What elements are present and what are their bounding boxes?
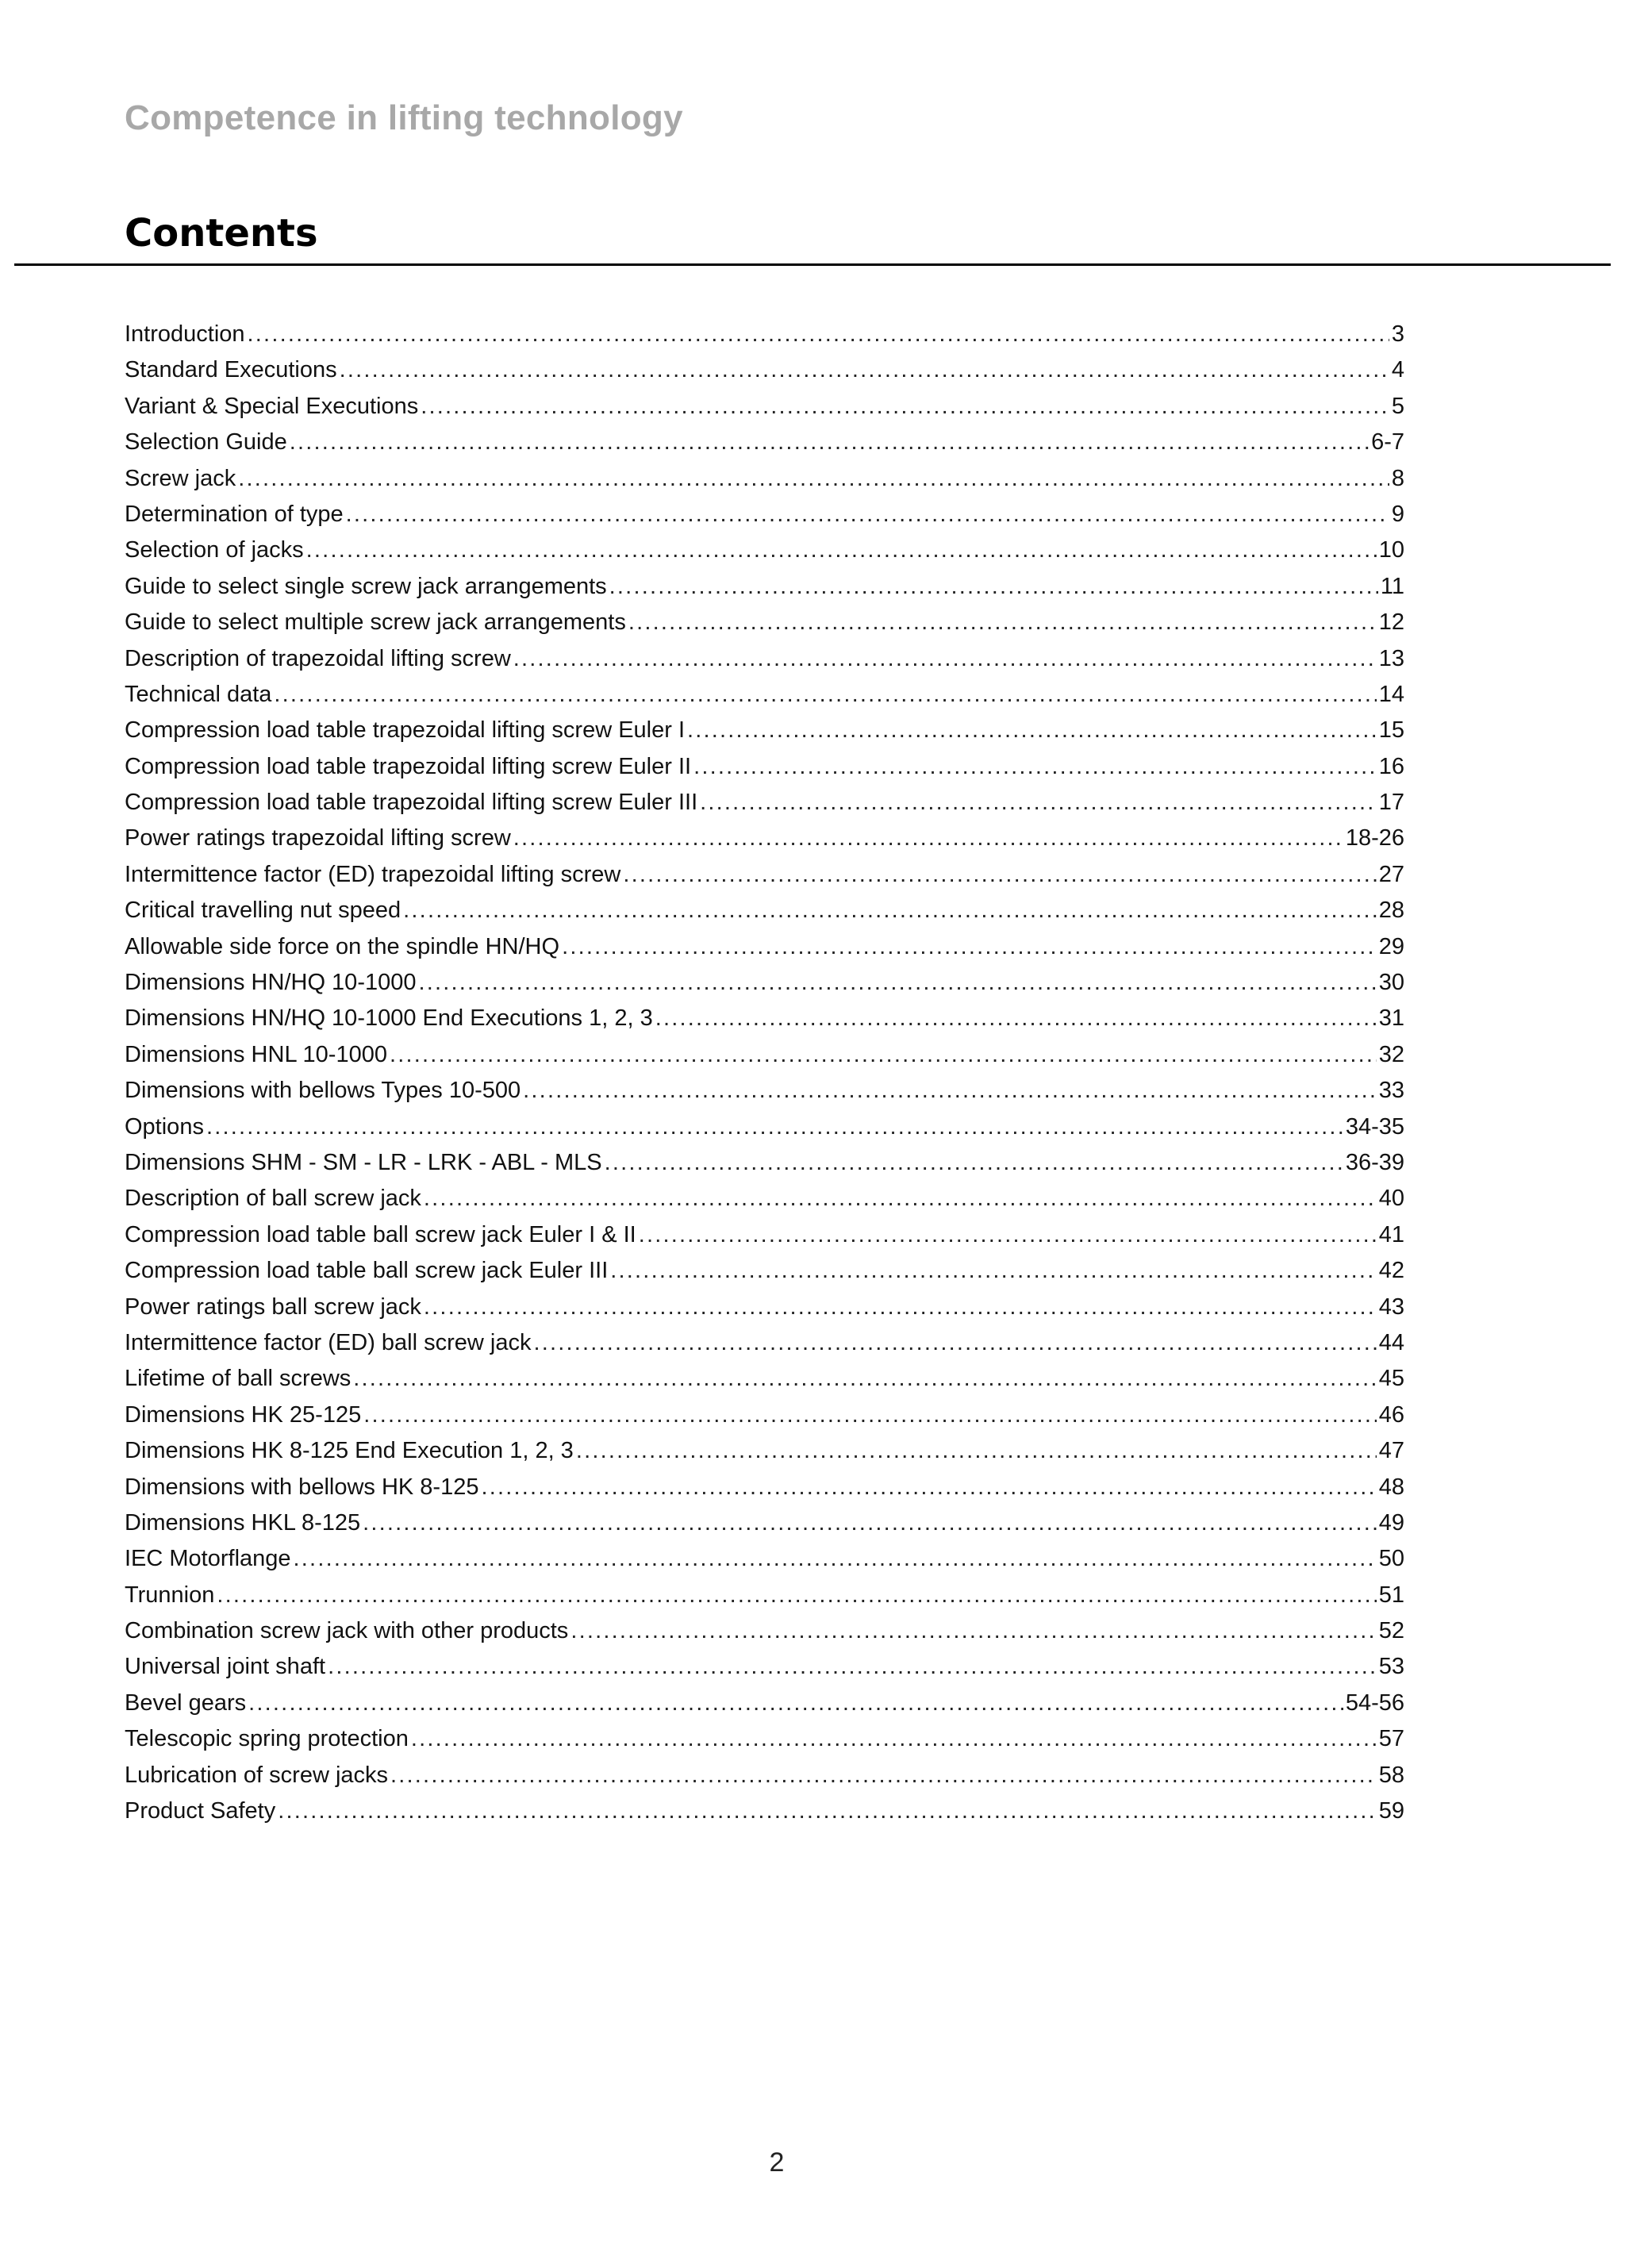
toc-entry[interactable]: [125, 466, 1404, 502]
toc-entry-label: Introduction: [125, 321, 245, 347]
toc-entry-label: IEC Motorflange: [125, 1546, 291, 1572]
toc-entry-page: 3: [1391, 321, 1404, 347]
toc-entry-page: 57: [1378, 1726, 1404, 1752]
toc-entry-page: 51: [1378, 1582, 1404, 1608]
toc-entry[interactable]: [125, 1294, 1404, 1330]
toc-entry-label: Compression load table trapezoidal lifting screw Euler III: [125, 790, 698, 816]
toc-entry-page: 33: [1378, 1078, 1404, 1104]
toc-entry[interactable]: [125, 1654, 1404, 1689]
toc-entry[interactable]: [125, 1402, 1404, 1438]
toc-dot-leader: [513, 825, 1343, 851]
toc-entry-page: 32: [1378, 1041, 1404, 1067]
toc-entry-label: Screw jack: [125, 465, 236, 491]
toc-entry[interactable]: [125, 502, 1404, 537]
page-number: 2: [769, 2147, 785, 2178]
toc-entry-label: Intermittence factor (ED) ball screw jack: [125, 1329, 532, 1355]
toc-entry-page: 4: [1391, 357, 1404, 383]
toc-entry-page: 18-26: [1345, 825, 1404, 851]
toc-entry-label: Lubrication of screw jacks: [125, 1762, 389, 1788]
toc-entry-page: 9: [1391, 501, 1404, 527]
toc-entry-page: 30: [1378, 970, 1404, 996]
toc-dot-leader: [238, 466, 1389, 492]
toc-entry-label: Trunnion: [125, 1582, 215, 1608]
running-header-title: Competence in lifting technology: [125, 98, 683, 137]
toc-dot-leader: [562, 934, 1377, 960]
toc-entry[interactable]: [125, 394, 1404, 429]
toc-entry[interactable]: [125, 1042, 1404, 1078]
toc-entry[interactable]: [125, 1005, 1404, 1041]
toc-entry-page: 34-35: [1345, 1113, 1404, 1140]
toc-entry-page: 59: [1378, 1798, 1404, 1824]
toc-entry[interactable]: [125, 1582, 1404, 1618]
toc-entry-label: Dimensions HK 8-125 End Execution 1, 2, 3: [125, 1438, 574, 1464]
toc-entry-page: 5: [1391, 393, 1404, 419]
toc-entry-label: Guide to select single screw jack arrangements: [125, 573, 607, 599]
toc-dot-leader: [687, 717, 1377, 744]
toc-entry-page: 17: [1378, 790, 1404, 816]
toc-dot-leader: [523, 1078, 1377, 1104]
toc-entry-label: Dimensions HK 25-125: [125, 1401, 362, 1428]
toc-entry[interactable]: [125, 1366, 1404, 1401]
toc-dot-leader: [513, 646, 1377, 672]
toc-entry-label: Guide to select multiple screw jack arrangements: [125, 609, 626, 636]
toc-entry-label: Power ratings ball screw jack: [125, 1294, 421, 1320]
toc-entry-label: Dimensions SHM - SM - LR - LRK - ABL - MLS: [125, 1149, 602, 1175]
toc-dot-leader: [609, 574, 1378, 600]
toc-entry[interactable]: [125, 970, 1404, 1005]
toc-entry-page: 11: [1380, 573, 1404, 599]
toc-dot-leader: [363, 1510, 1377, 1536]
toc-dot-leader: [390, 1042, 1377, 1068]
toc-entry[interactable]: [125, 682, 1404, 717]
toc-dot-leader: [570, 1618, 1376, 1644]
toc-dot-leader: [274, 682, 1376, 708]
toc-entry-page: 44: [1378, 1329, 1404, 1355]
toc-entry[interactable]: [125, 646, 1404, 682]
toc-entry[interactable]: [125, 1618, 1404, 1654]
toc-dot-leader: [655, 1005, 1377, 1032]
toc-entry-label: Technical data: [125, 681, 272, 707]
toc-entry-page: 40: [1378, 1186, 1404, 1212]
toc-entry-label: Description of trapezoidal lifting screw: [125, 645, 511, 671]
toc-entry-page: 48: [1378, 1474, 1404, 1500]
toc-entry[interactable]: [125, 790, 1404, 825]
toc-entry[interactable]: [125, 1798, 1404, 1834]
toc-dot-leader: [353, 1366, 1376, 1392]
toc-entry-page: 16: [1378, 753, 1404, 779]
toc-dot-leader: [421, 394, 1389, 420]
toc-dot-leader: [290, 429, 1369, 456]
toc-dot-leader: [639, 1222, 1377, 1248]
toc-entry[interactable]: [125, 1690, 1404, 1726]
toc-entry-label: Product Safety: [125, 1798, 276, 1824]
toc-entry-page: 54-56: [1345, 1689, 1404, 1716]
toc-entry-page: 36-39: [1345, 1149, 1404, 1175]
contents-heading: Contents: [125, 211, 318, 256]
toc-entry[interactable]: [125, 1546, 1404, 1582]
toc-entry-page: 43: [1378, 1294, 1404, 1320]
toc-entry-label: Dimensions HN/HQ 10-1000 End Executions 1, 2, 3: [125, 1005, 653, 1032]
toc-entry-page: 58: [1378, 1762, 1404, 1788]
toc-entry[interactable]: [125, 1186, 1404, 1221]
toc-dot-leader: [610, 1258, 1376, 1284]
toc-entry-label: Compression load table ball screw jack Euler I & II: [125, 1221, 636, 1247]
toc-dot-leader: [576, 1438, 1377, 1464]
toc-entry-page: 12: [1378, 609, 1404, 636]
toc-dot-leader: [605, 1150, 1343, 1176]
toc-entry[interactable]: [125, 1114, 1404, 1150]
toc-entry-label: Determination of type: [125, 501, 344, 527]
toc-dot-leader: [424, 1294, 1377, 1320]
toc-entry-label: Standard Executions: [125, 357, 337, 383]
toc-entry-page: 42: [1378, 1258, 1404, 1284]
toc-dot-leader: [340, 357, 1389, 383]
toc-entry[interactable]: [125, 934, 1404, 970]
toc-entry-page: 6-7: [1371, 429, 1404, 456]
toc-dot-leader: [346, 502, 1389, 528]
toc-entry[interactable]: [125, 357, 1404, 393]
toc-entry-label: Combination screw jack with other products: [125, 1618, 569, 1644]
toc-entry[interactable]: [125, 537, 1404, 573]
toc-entry-label: Selection Guide: [125, 429, 287, 456]
toc-dot-leader: [700, 790, 1377, 816]
toc-entry-page: 27: [1378, 861, 1404, 887]
toc-dot-leader: [217, 1582, 1376, 1609]
toc-entry-label: Intermittence factor (ED) trapezoidal lifting screw: [125, 861, 621, 887]
toc-entry[interactable]: [125, 825, 1404, 861]
toc-entry-label: Variant & Special Executions: [125, 393, 419, 419]
toc-entry[interactable]: [125, 1763, 1404, 1798]
toc-entry-label: Options: [125, 1113, 204, 1140]
toc-entry-label: Compression load table ball screw jack Euler III: [125, 1258, 609, 1284]
toc-entry-page: 41: [1378, 1221, 1404, 1247]
toc-entry[interactable]: [125, 717, 1404, 753]
toc-entry[interactable]: [125, 754, 1404, 790]
toc-entry-page: 45: [1378, 1366, 1404, 1392]
toc-entry-page: 13: [1378, 645, 1404, 671]
toc-dot-leader: [390, 1763, 1377, 1789]
toc-entry-page: 46: [1378, 1401, 1404, 1428]
toc-entry-label: Dimensions HKL 8-125: [125, 1509, 361, 1536]
toc-entry-page: 28: [1378, 898, 1404, 924]
toc-entry-label: Universal joint shaft: [125, 1654, 326, 1680]
toc-dot-leader: [294, 1546, 1377, 1572]
toc-dot-leader: [533, 1330, 1376, 1356]
toc-entry-page: 52: [1378, 1618, 1404, 1644]
toc-entry[interactable]: [125, 1474, 1404, 1510]
toc-entry-label: Dimensions HNL 10-1000: [125, 1041, 387, 1067]
toc-entry-page: 8: [1391, 465, 1404, 491]
toc-entry[interactable]: [125, 898, 1404, 933]
table-of-contents: [125, 321, 1404, 1834]
toc-entry[interactable]: [125, 1150, 1404, 1186]
toc-entry-page: 31: [1378, 1005, 1404, 1032]
toc-dot-leader: [424, 1186, 1377, 1212]
heading-divider: [14, 263, 1611, 266]
toc-entry-label: Compression load table trapezoidal lifting screw Euler I: [125, 717, 686, 744]
toc-entry-label: Dimensions with bellows Types 10-500: [125, 1078, 521, 1104]
toc-entry-label: Lifetime of ball screws: [125, 1366, 352, 1392]
toc-entry-page: 49: [1378, 1509, 1404, 1536]
toc-dot-leader: [403, 898, 1377, 924]
toc-entry[interactable]: [125, 1510, 1404, 1546]
toc-dot-leader: [306, 537, 1377, 563]
toc-entry-label: Allowable side force on the spindle HN/HQ: [125, 933, 560, 959]
toc-dot-leader: [248, 1690, 1343, 1716]
toc-entry[interactable]: [125, 1438, 1404, 1474]
toc-entry-label: Dimensions with bellows HK 8-125: [125, 1474, 479, 1500]
toc-entry[interactable]: [125, 862, 1404, 898]
toc-dot-leader: [278, 1798, 1377, 1824]
toc-entry[interactable]: [125, 1258, 1404, 1294]
toc-entry[interactable]: [125, 1222, 1404, 1258]
toc-dot-leader: [206, 1114, 1343, 1140]
toc-entry-page: 53: [1378, 1654, 1404, 1680]
toc-dot-leader: [481, 1474, 1376, 1501]
toc-entry-label: Description of ball screw jack: [125, 1186, 421, 1212]
toc-dot-leader: [328, 1654, 1377, 1680]
toc-entry[interactable]: [125, 1078, 1404, 1113]
toc-dot-leader: [628, 609, 1377, 636]
toc-entry-page: 29: [1378, 933, 1404, 959]
toc-entry-label: Compression load table trapezoidal lifting screw Euler II: [125, 753, 692, 779]
toc-entry-page: 10: [1378, 537, 1404, 563]
toc-entry[interactable]: [125, 1330, 1404, 1366]
toc-dot-leader: [411, 1726, 1377, 1752]
toc-entry-label: Bevel gears: [125, 1689, 247, 1716]
toc-entry-label: Telescopic spring protection: [125, 1726, 409, 1752]
toc-dot-leader: [248, 321, 1389, 348]
toc-entry-page: 47: [1378, 1438, 1404, 1464]
toc-dot-leader: [418, 970, 1376, 996]
toc-entry-page: 15: [1378, 717, 1404, 744]
toc-entry[interactable]: [125, 609, 1404, 645]
toc-entry-label: Dimensions HN/HQ 10-1000: [125, 970, 417, 996]
toc-entry[interactable]: [125, 429, 1404, 465]
toc-entry-label: Power ratings trapezoidal lifting screw: [125, 825, 511, 851]
toc-entry-page: 50: [1378, 1546, 1404, 1572]
toc-entry[interactable]: [125, 321, 1404, 357]
toc-dot-leader: [363, 1402, 1377, 1428]
toc-entry-label: Selection of jacks: [125, 537, 304, 563]
toc-entry-label: Critical travelling nut speed: [125, 898, 401, 924]
toc-dot-leader: [693, 754, 1377, 780]
toc-entry[interactable]: [125, 574, 1404, 609]
toc-dot-leader: [623, 862, 1376, 888]
toc-entry-page: 14: [1378, 681, 1404, 707]
toc-entry[interactable]: [125, 1726, 1404, 1762]
